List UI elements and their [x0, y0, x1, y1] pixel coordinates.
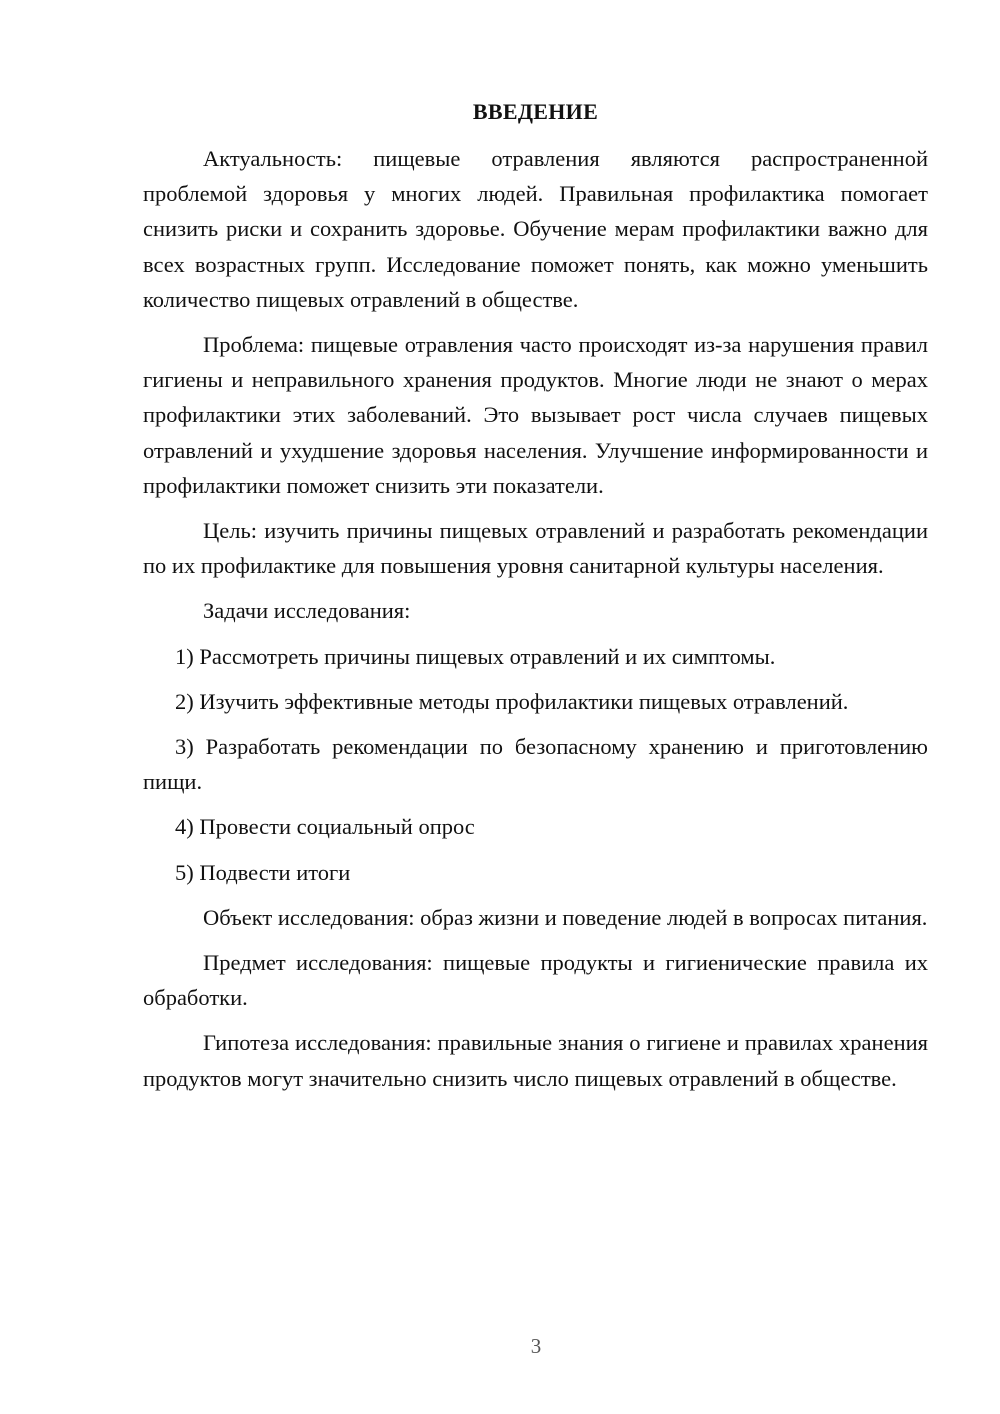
paragraph-subject: Предмет исследования: пищевые продукты и гигиенические правила их обработки.	[143, 950, 928, 1011]
task-item-1: 1) Рассмотреть причины пищевых отравлений и их симптомы.	[175, 643, 776, 669]
paragraph-goal: Цель: изучить причины пищевых отравлений и разработать рекомендации по их профилактике для повышения уровня санитарной культуры населения.	[143, 518, 928, 579]
task-item-5: 5) Подвести итоги	[175, 859, 351, 885]
section-title: ВВЕДЕНИЕ	[472, 99, 599, 124]
paragraph-problem: Проблема: пищевые отравления часто происходят из-за нарушения правил гигиены и неправильного хранения продуктов. Многие люди не знают о мерах профилактики этих заболеваний. Это вызывает рост числа случаев пищевых отравлений и ухудшение здоровья населения. Улучшение информированности и профилактики поможет снизить эти показатели.	[143, 332, 928, 498]
paragraph-object: Объект исследования: образ жизни и поведение людей в вопросах питания.	[203, 904, 928, 930]
task-item-2: 2) Изучить эффективные методы профилактики пищевых отравлений.	[175, 688, 849, 714]
task-item-4: 4) Провести социальный опрос	[175, 814, 475, 840]
paragraph-relevance: Актуальность: пищевые отравления являются распространенной проблемой здоровья у многих людей. Правильная профилактика помогает снизить риски и сохранить здоровье. Обучение мерам профилактики важно для всех возрастных групп. Исследование поможет понять, как можно уменьшить количество пищевых отравлений в обществе.	[143, 146, 928, 312]
document-page	[143, 92, 928, 1106]
page-number: 3	[530, 1334, 542, 1358]
paragraph-hypothesis: Гипотеза исследования: правильные знания о гигиене и правилах хранения продуктов могут значительно снизить число пищевых отравлений в обществе.	[143, 1030, 928, 1091]
task-item-3: 3) Разработать рекомендации по безопасному хранению и приготовлению пищи.	[143, 734, 928, 795]
tasks-heading: Задачи исследования:	[203, 598, 411, 624]
